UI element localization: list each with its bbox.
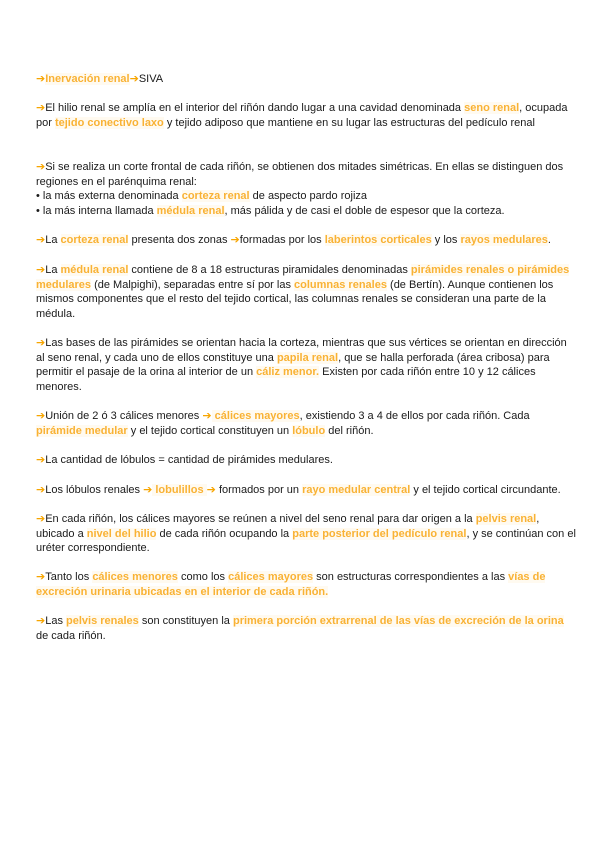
highlight-term: primera porción extrarrenal de las vías de excreción de la orina: [232, 615, 564, 627]
highlight-term: pirámide medular: [36, 424, 128, 437]
text: Las: [45, 615, 67, 627]
highlight-term: columnas renales: [294, 278, 387, 291]
text: y los: [431, 234, 461, 246]
highlight-term: rayos medulares: [460, 234, 548, 246]
paragraph-medula-renal: [36, 263, 576, 321]
text: formados por un: [215, 484, 303, 496]
text: SIVA: [138, 73, 164, 85]
text: • la más interna llamada: [36, 204, 157, 217]
paragraph-cantidad-lobulos: [36, 453, 576, 468]
paragraph-corte-frontal: [36, 160, 576, 218]
text: de aspecto pardo rojiza: [249, 190, 368, 202]
paragraph-corteza-renal: [36, 233, 576, 248]
highlight-term: rayo medular central: [302, 484, 411, 496]
text: , ocupada por: [36, 102, 568, 129]
heading-inervacion-renal: [36, 72, 576, 87]
text: de cada riñón ocupando la: [156, 527, 293, 540]
highlight-term: seno renal: [464, 102, 520, 114]
text: (de Malpighi), separadas entre sí por las: [91, 278, 295, 291]
highlight-term: laberintos corticales: [324, 234, 432, 246]
text: contiene de 8 a 18 estructuras piramidales denominadas: [128, 264, 411, 276]
paragraph-piramides: [36, 336, 576, 394]
arrow-icon: ➔: [36, 615, 46, 627]
text: del riñón.: [325, 424, 374, 437]
arrow-icon: ➔: [36, 234, 46, 246]
text: son constituyen la: [138, 615, 233, 627]
highlight-term: nivel del hilio: [86, 527, 157, 540]
paragraph-calices-mayores: [36, 409, 576, 438]
text: y tejido adiposo que mantiene en su lugar las estructuras del pedículo renal: [163, 116, 535, 129]
arrow-icon: ➔: [206, 484, 216, 496]
highlight-term: lobulillos: [152, 484, 207, 496]
arrow-icon: ➔: [230, 234, 240, 246]
text: .: [547, 234, 551, 246]
highlight-term: tejido conectivo laxo: [54, 116, 164, 129]
arrow-icon: ➔: [36, 161, 46, 173]
text: son estructuras correspondientes a las: [313, 571, 509, 583]
highlight-term: cálices menores: [92, 571, 178, 583]
arrow-icon: ➔: [36, 410, 46, 422]
bullet-item: [36, 204, 576, 219]
paragraph-lobulos-renales: [36, 483, 576, 498]
text: Unión de 2 ó 3 cálices menores: [45, 410, 203, 422]
text: formadas por los: [239, 234, 325, 246]
arrow-icon: ➔: [202, 410, 212, 422]
arrow-icon: ➔: [36, 513, 46, 525]
text: presenta dos zonas: [128, 234, 231, 246]
highlight-term: corteza renal: [181, 190, 250, 202]
highlight-term: cáliz menor.: [256, 366, 320, 378]
paragraph-pelvis-renales: [36, 614, 576, 643]
text: • la más externa denominada: [36, 190, 182, 202]
text: Los lóbulos renales: [45, 484, 144, 496]
highlight-term: pirámides renales o pirámides medulares: [36, 264, 570, 291]
text: , que se halla perforada (área cribosa) para permitir el pasaje de la orina al interior de un: [36, 351, 550, 378]
text: , más pálida y de casi el doble de espesor que la corteza.: [224, 204, 505, 217]
text: y el tejido cortical constituyen un: [127, 424, 293, 437]
text: Existen por cada riñón entre 10 y 12 cálices menores.: [36, 366, 536, 393]
highlight-term: pelvis renales: [66, 615, 139, 627]
text: Si se realiza un corte frontal de cada riñón, se obtienen dos mitades simétricas. En ellas se distinguen dos regiones en el parénquima renal:: [36, 161, 564, 188]
highlight-term: vías de excreción urinaria ubicadas en el interior de cada riñón.: [36, 571, 546, 598]
text: y el tejido cortical circundante.: [410, 484, 561, 496]
arrow-icon: ➔: [36, 454, 46, 466]
text: Tanto los: [45, 571, 93, 583]
highlight-term: cálices mayores: [211, 410, 300, 422]
arrow-icon: ➔: [36, 102, 46, 114]
arrow-icon: ➔: [36, 73, 46, 85]
text: El hilio renal se amplía en el interior del riñón dando lugar a una cavidad denominada: [45, 102, 465, 114]
text: La: [45, 234, 61, 246]
arrow-icon: ➔: [36, 337, 46, 349]
highlight-term: corteza renal: [60, 234, 129, 246]
text: de cada riñón.: [36, 629, 106, 642]
paragraph-vias-excrecion: [36, 570, 576, 599]
text: (de Bertín). Aunque contienen los mismos componentes que el resto del tejido cortical, las columnas renales se consideran una parte de la médula.: [36, 278, 554, 320]
text: La: [45, 264, 61, 276]
highlight-term: papila renal: [276, 351, 339, 364]
highlight-term: Inervación renal: [45, 73, 130, 85]
highlight-term: médula renal: [60, 264, 129, 276]
arrow-icon: ➔: [36, 571, 46, 583]
bullet-item: [36, 189, 576, 204]
paragraph-pelvis-renal: [36, 512, 576, 556]
paragraph-hilio-renal: [36, 101, 576, 130]
arrow-icon: ➔: [36, 264, 46, 276]
arrow-icon: ➔: [36, 484, 46, 496]
highlight-term: parte posterior del pedículo renal: [292, 527, 467, 540]
text: , ubicado a: [36, 513, 540, 540]
text: Las bases de las pirámides se orientan hacia la corteza, mientras que sus vértices se orientan en dirección al seno renal, y cada uno de ellos constituye una: [36, 337, 567, 364]
highlight-term: cálices mayores: [228, 571, 314, 583]
highlight-term: médula renal: [156, 204, 225, 217]
text: , existiendo 3 a 4 de ellos por cada riñón. Cada: [299, 410, 530, 422]
highlight-term: pelvis renal: [475, 513, 537, 525]
text: En cada riñón, los cálices mayores se reúnen a nivel del seno renal para dar origen a la: [45, 513, 476, 525]
arrow-icon: ➔: [143, 484, 153, 496]
text: como los: [177, 571, 229, 583]
arrow-icon: ➔: [129, 73, 139, 85]
text: , y se continúan con el uréter correspondiente.: [36, 527, 576, 554]
text: La cantidad de lóbulos = cantidad de pirámides medulares.: [45, 454, 333, 466]
highlight-term: lóbulo: [292, 424, 326, 437]
